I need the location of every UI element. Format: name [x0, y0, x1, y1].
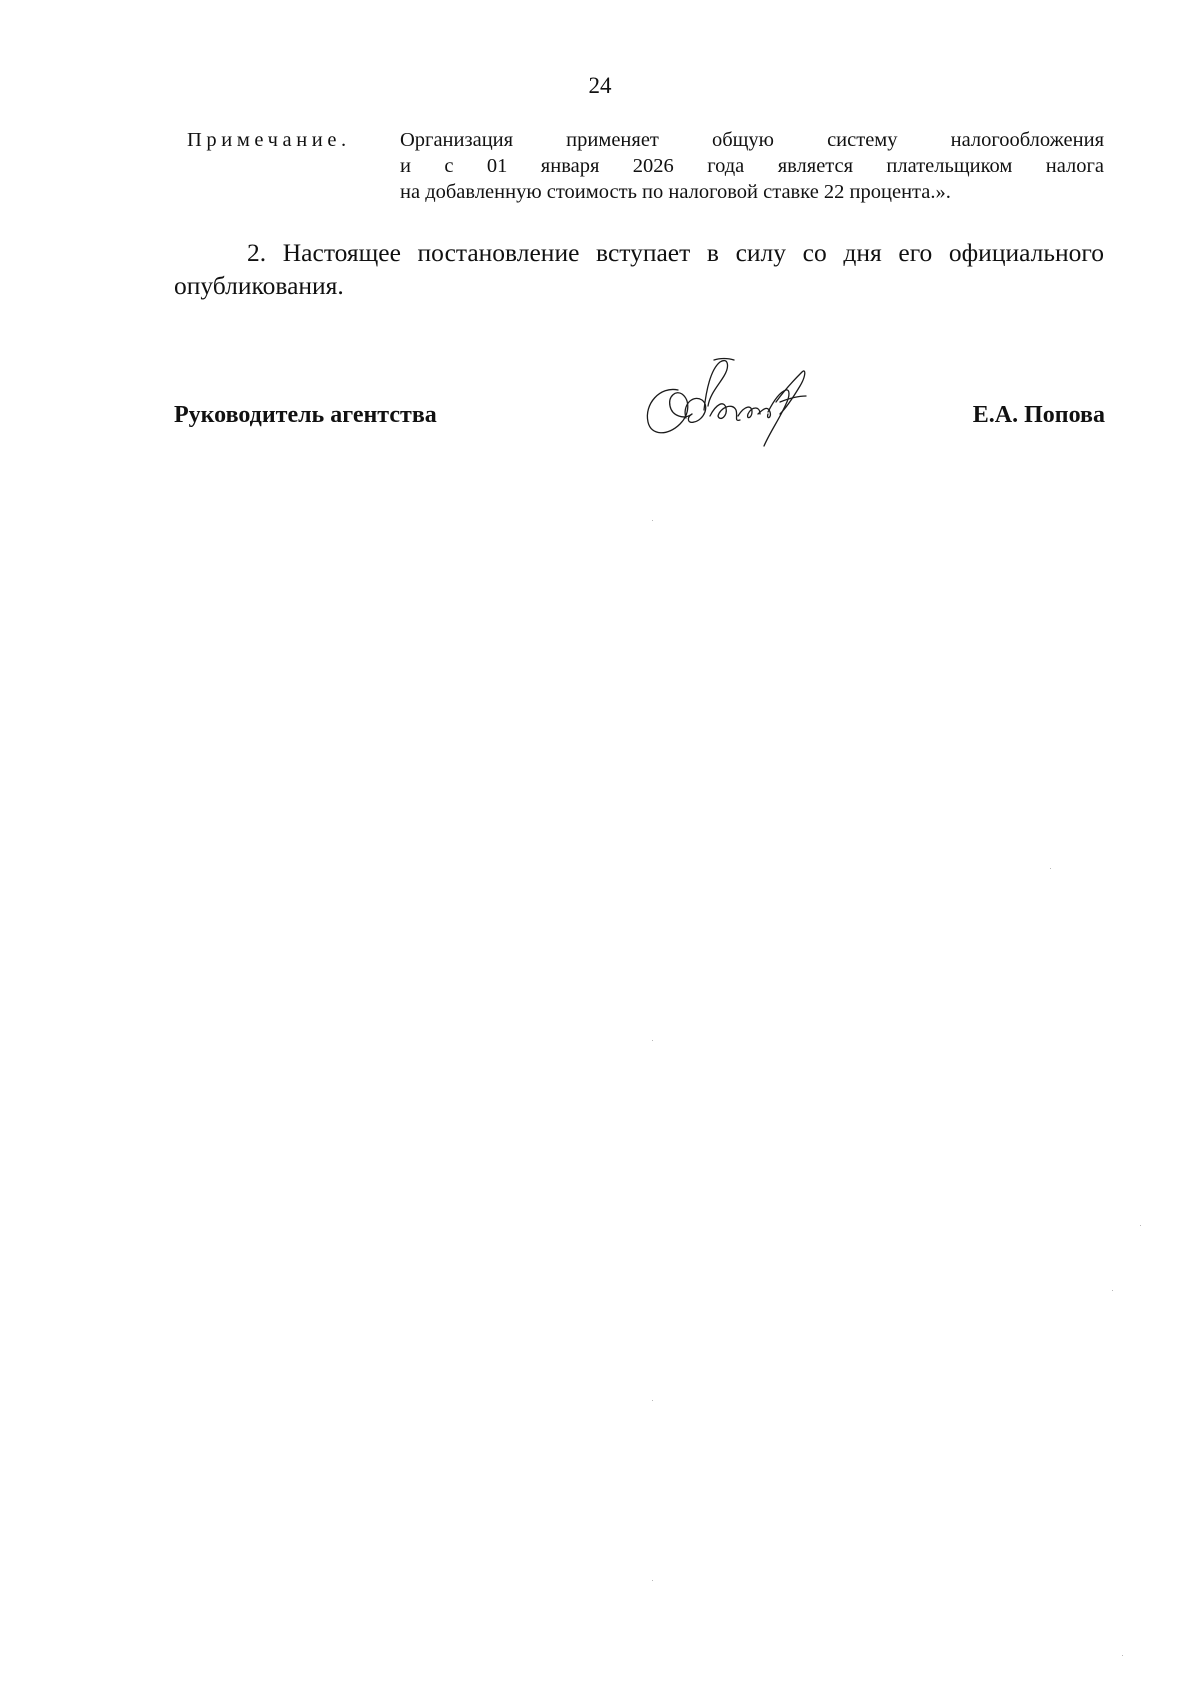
scan-speck	[1140, 1225, 1141, 1226]
signatory-name: Е.А. Попова	[972, 402, 1105, 428]
handwritten-signature-icon	[640, 348, 830, 458]
scan-speck	[652, 1400, 653, 1401]
scan-speck	[1050, 868, 1051, 869]
paragraph-2	[174, 236, 1104, 302]
scan-speck	[1122, 1655, 1123, 1656]
scan-speck	[652, 1580, 653, 1581]
scan-speck	[1112, 1290, 1113, 1291]
scan-speck	[652, 520, 653, 521]
paragraph-line: 2. Настоящее постановление вступает в силу со дня его официального	[247, 238, 1104, 267]
note-line: на добавленную стоимость по налоговой ставке 22 процента.».	[400, 181, 951, 203]
note-line: Организация применяет общую систему налогообложения	[400, 129, 1104, 151]
note-line: и с 01 января 2026 года является плательщиком налога	[400, 155, 1104, 177]
signatory-title: Руководитель агентства	[174, 402, 437, 428]
note-text	[400, 127, 1104, 205]
scan-speck	[652, 1040, 653, 1041]
paragraph-line: опубликования.	[174, 271, 344, 300]
page-number: 24	[588, 73, 612, 98]
note-label: Примечание.	[187, 129, 351, 151]
